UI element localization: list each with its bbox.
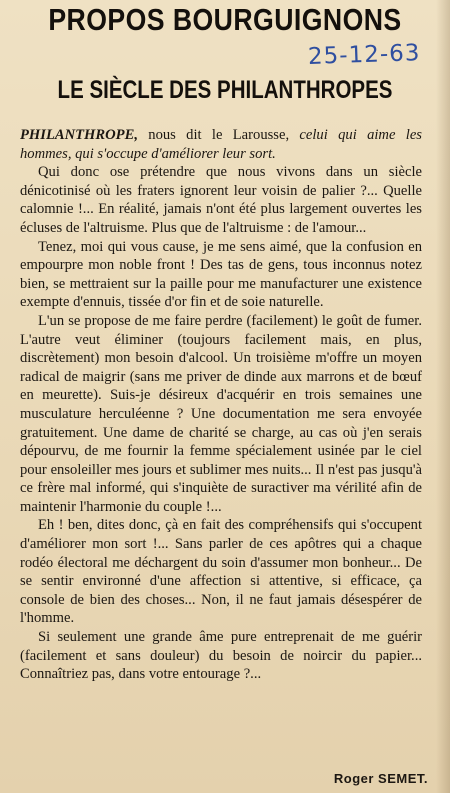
- column-header: PROPOS BOURGUIGNONS: [48, 2, 402, 37]
- lead-text: nous dit le Larousse,: [137, 127, 300, 143]
- lead-word: PHILANTHROPE,: [20, 127, 138, 143]
- article-paragraph: Tenez, moi qui vous cause, je me sens aimé, que la confusion en empourpre mon noble front ! Des tas de gens, tous inconnus notez bien, se mettraient sur la paille pour me manufacturer une existence exempte d'ennuis, tissée d'or fin et de soie naturelle.: [20, 238, 422, 311]
- article-lead-paragraph: [20, 126, 422, 163]
- article-body: [20, 126, 422, 684]
- article-title: LE SIÈCLE DES PHILANTHROPES: [57, 76, 393, 104]
- article-paragraph: Qui donc ose prétendre que nous vivons dans un siècle dénicotinisé où les fraters ignorent leur voisin de palier ?... Quelle calomnie !... En réalité, jamais n'ont été plus largement ouvertes les écluses de l'altruisme. Plus que de l'altruisme : de l'amour...: [20, 164, 422, 236]
- handwritten-date: 25-12-63: [307, 40, 421, 70]
- article-paragraph: Eh ! ben, dites donc, çà en fait des compréhensifs qui s'occupent d'améliorer mon sort !... Sans parler de ces apôtres qui a chaque rodéo électoral me déchargent du soin d'assumer mon bonheur... De se sentir environné d'une affection si attentive, si efficace, ça console de bien des choses... Non, il ne faut jamais désespérer de l'homme.: [20, 517, 422, 627]
- article-paragraph: Si seulement une grande âme pure entreprenait de me guérir (facilement et sans douleur) du besoin de noircir du papier... Connaîtriez pas, dans votre entourage ?...: [20, 629, 422, 683]
- author-signature: Roger SEMET.: [333, 771, 428, 786]
- paper-edge-shadow: [436, 0, 450, 793]
- lead-definition: celui qui aime les hommes, qui s'occupe d'améliorer leur sort.: [20, 127, 422, 162]
- article-paragraph: L'un se propose de me faire perdre (facilement) le goût de fumer. L'autre veut éliminer (toujours facilement mais, en plus, discrètement) mon besoin d'alcool. Un troisième m'offre un moyen radical de maigrir (sans me priver de dinde aux marrons et de bœuf en meurette). Suis-je désireux d'acquérir en trois semaines une musculature herculéenne ? Une documentation me sera envoyée gratuitement. Une dame de charité se charge, au cas où j'en serais dépourvu, de me fournir la femme spécialement usinée par le ciel pour ensoleiller mes jours et sublimer mes nuits... Il n'est pas jusqu'à ce frère mal informé, qui s'inquiète de suractiver ma vérilité afin de maintenir l'harmonie du couple !...: [20, 312, 422, 515]
